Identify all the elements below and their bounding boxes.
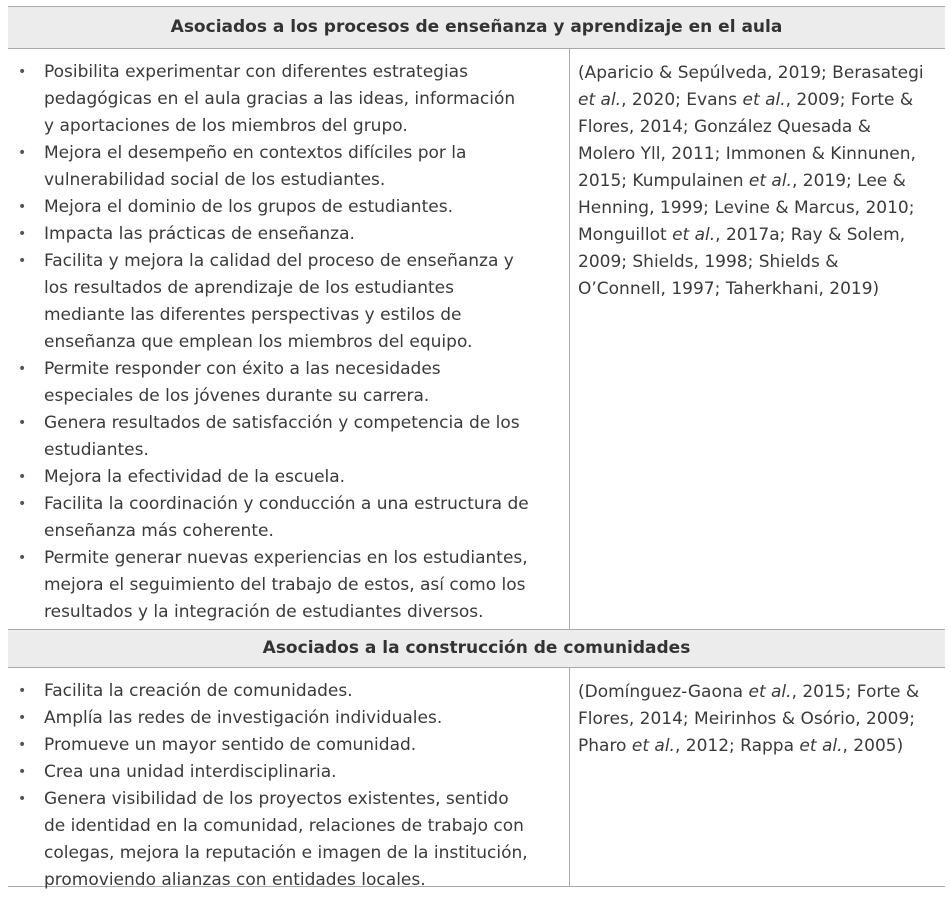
- bullet-icon: •: [18, 496, 27, 512]
- list-item: • Crea una unidad interdisciplinaria.: [8, 759, 569, 786]
- bullet-icon: •: [18, 710, 27, 726]
- list-item: • Genera resultados de satisfacción y competencia de los estudiantes.: [8, 410, 569, 464]
- list-item: • Mejora la efectividad de la escuela.: [8, 464, 569, 491]
- list-item: • Amplía las redes de investigación individuales.: [8, 705, 569, 732]
- bullet-icon: •: [18, 361, 27, 377]
- bullet-icon: •: [18, 791, 27, 807]
- benefits-table: [8, 6, 945, 890]
- references-community: (Domínguez-Gaona et al., 2015; Forte & Flores, 2014; Meirinhos & Osório, 2009; Pharo et al., 2012; Rappa et al., 2005): [578, 682, 920, 756]
- bullet-icon: •: [18, 550, 27, 566]
- bullet-icon: •: [18, 226, 27, 242]
- list-item: • Promueve un mayor sentido de comunidad.: [8, 732, 569, 759]
- bullet-icon: •: [18, 145, 27, 161]
- section-header-community: Asociados a la construcción de comunidades: [8, 629, 945, 668]
- bullet-icon: •: [18, 253, 27, 269]
- list-item: • Facilita la creación de comunidades.: [8, 678, 569, 705]
- bullet-icon: •: [18, 764, 27, 780]
- list-item: • Permite generar nuevas experiencias en los estudiantes, mejora el seguimiento del trabajo de estos, así como los resultados y la integración de estudiantes diversos.: [8, 545, 569, 626]
- bullet-icon: •: [18, 415, 27, 431]
- section-header-teaching: Asociados a los procesos de enseñanza y aprendizaje en el aula: [8, 7, 945, 49]
- benefits-list-column: [8, 49, 570, 629]
- bullet-icon: •: [18, 199, 27, 215]
- list-item: • Permite responder con éxito a las necesidades especiales de los jóvenes durante su carrera.: [8, 356, 569, 410]
- section-row-teaching: [8, 49, 945, 629]
- benefits-list-column: [8, 668, 570, 890]
- benefits-list-community: [8, 678, 569, 894]
- list-item: • Facilita y mejora la calidad del proceso de enseñanza y los resultados de aprendizaje de los estudiantes mediante las diferentes perspectivas y estilos de enseñanza que emplean los miembros del equipo.: [8, 248, 569, 356]
- list-item: • Mejora el dominio de los grupos de estudiantes.: [8, 194, 569, 221]
- list-item: • Genera visibilidad de los proyectos existentes, sentido de identidad en la comunidad, relaciones de trabajo con colegas, mejora la reputación e imagen de la institución, promoviendo alianzas con entidades locales.: [8, 786, 569, 894]
- bullet-icon: •: [18, 737, 27, 753]
- list-item: • Impacta las prácticas de enseñanza.: [8, 221, 569, 248]
- bullet-icon: •: [18, 683, 27, 699]
- section-row-community: [8, 668, 945, 890]
- list-item: • Mejora el desempeño en contextos difíciles por la vulnerabilidad social de los estudiantes.: [8, 140, 569, 194]
- benefits-list-teaching: [8, 59, 569, 626]
- references-teaching: (Aparicio & Sepúlveda, 2019; Berasategi et al., 2020; Evans et al., 2009; Forte & Flores, 2014; González Quesada & Molero Yll, 2011; Immonen & Kinnunen, 2015; Kumpulainen et al., 2019; Lee & Henning, 1999; Levine & Marcus, 2010; Monguillot et al., 2017a; Ray & Solem, 2009; Shields, 1998; Shields & O’Connell, 1997; Taherkhani, 2019): [578, 63, 924, 299]
- bullet-icon: •: [18, 64, 27, 80]
- list-item: • Facilita la coordinación y conducción a una estructura de enseñanza más coherente.: [8, 491, 569, 545]
- list-item: • Posibilita experimentar con diferentes estrategias pedagógicas en el aula gracias a las ideas, información y aportaciones de los miembros del grupo.: [8, 59, 569, 140]
- bullet-icon: •: [18, 469, 27, 485]
